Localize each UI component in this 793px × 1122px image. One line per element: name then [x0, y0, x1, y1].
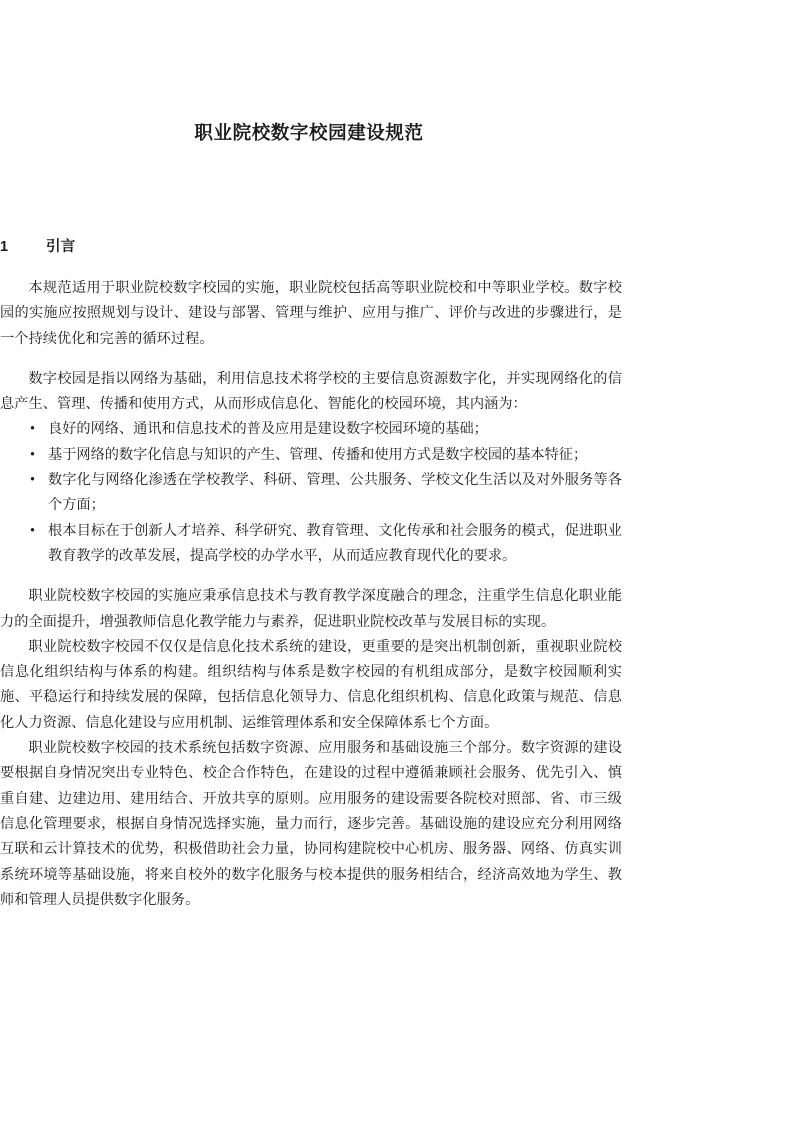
document-body: [0, 276, 622, 913]
list-item-text: 根本目标在于创新人才培养、科学研究、教育管理、文化传承和社会服务的模式，促进职业教育教学的改革发展，提高学校的办学水平，从而适应教育现代化的要求。: [48, 522, 622, 564]
list-item: [0, 468, 622, 519]
list-item: [0, 417, 622, 442]
section-heading-label: 引言: [46, 239, 76, 255]
paragraph-definition: 数字校园是指以网络为基础，利用信息技术将学校的主要信息资源数字化，并实现网络化的信息产生、管理、传播和使用方式，从而形成信息化、智能化的校园环境，其内涵为：: [0, 370, 622, 413]
section-number: 1: [0, 239, 9, 255]
closing-paragraphs: [0, 584, 622, 913]
bullet-icon: •: [30, 446, 35, 463]
list-item-text: 良好的网络、通讯和信息技术的普及应用是建设数字校园环境的基础；: [48, 421, 488, 438]
connotation-list: [0, 417, 622, 569]
bullet-icon: •: [30, 472, 35, 489]
list-item-text: 数字化与网络化渗透在学校教学、科研、管理、公共服务、学校文化生活以及对外服务等各个方面；: [48, 472, 622, 514]
list-item-text: 基于网络的数字化信息与知识的产生、管理、传播和使用方式是数字校园的基本特征；: [48, 446, 588, 463]
list-item: [0, 443, 622, 468]
paragraph-scope: 本规范适用于职业院校数字校园的实施，职业院校包括高等职业院校和中等职业学校。数字校园的实施应按照规划与设计、建设与部署、管理与维护、应用与推广、评价与改进的步骤进行，是一个持续优化和完善的循环过程。: [0, 280, 622, 347]
paragraph-philosophy: 职业院校数字校园的实施应秉承信息技术与教育教学深度融合的理念，注重学生信息化职业能力的全面提升，增强教师信息化教学能力与素养，促进职业院校改革与发展目标的实现。: [0, 588, 622, 630]
bullet-icon: •: [30, 421, 35, 438]
paragraph-organization: 职业院校数字校园不仅仅是信息化技术系统的建设，更重要的是突出机制创新，重视职业院校信息化组织结构与体系的构建。组织结构与体系是数字校园的有机组成部分，是数字校园顺利实施、平稳运行和持续发展的保障，包括信息化领导力、信息化组织机构、信息化政策与规范、信息化人力资源、信息化建设与应用机制、运维管理体系和安全保障体系七个方面。: [0, 638, 622, 731]
list-item: [0, 519, 622, 570]
paragraph-technical-system: 职业院校数字校园的技术系统包括数字资源、应用服务和基础设施三个部分。数字资源的建设要根据自身情况突出专业特色、校企合作特色，在建设的过程中遵循兼顾社会服务、优先引入、慎重自建、边建边用、建用结合、开放共享的原则。应用服务的建设需要各院校对照部、省、市三级信息化管理要求，根据自身情况选择实施，量力而行，逐步完善。基础设施的建设应充分利用网络互联和云计算技术的优势，积极借助社会力量，协同构建院校中心机房、服务器、网络、仿真实训系统环境等基础设施，将来自校外的数字化服务与校本提供的服务相结合，经济高效地为学生、教师和管理人员提供数字化服务。: [0, 740, 622, 908]
page-title: 职业院校数字校园建设规范: [194, 122, 424, 143]
bullet-icon: •: [30, 522, 35, 539]
section-heading: [0, 237, 618, 257]
